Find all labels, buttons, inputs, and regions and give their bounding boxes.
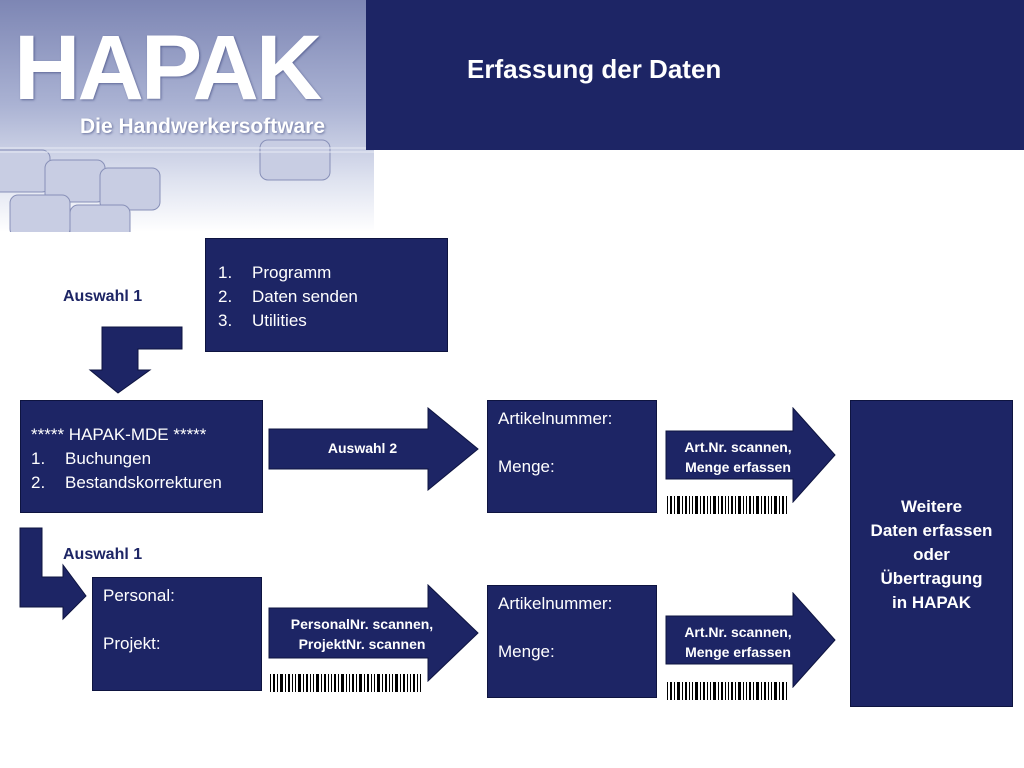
personal-box: Personal: Projekt: (92, 577, 262, 691)
main-menu-box (205, 238, 448, 352)
scan-article-label-bottom: Art.Nr. scannen, Menge erfassen (684, 624, 792, 660)
header-bar (366, 0, 1024, 150)
article-box-top: Artikelnummer: Menge: (487, 400, 657, 513)
auswahl1-label-top: Auswahl 1 (63, 288, 143, 305)
scan-article-label-top: Art.Nr. scannen, Menge erfassen (684, 439, 792, 475)
page-title: Erfassung der Daten (467, 54, 722, 84)
mde-menu-box (20, 400, 263, 513)
auswahl2-label: Auswahl 2 (327, 440, 398, 456)
bent-right-arrow (18, 527, 88, 621)
barcode-icon (270, 674, 422, 692)
main-menu-item: 3. Utilities (218, 311, 307, 330)
barcode-icon (667, 496, 789, 514)
scan-personal-label: PersonalNr. scannen, ProjektNr. scannen (290, 616, 434, 652)
main-menu-item: 1. Programm (218, 263, 332, 282)
mde-menu-item: 2. Bestandskorrekturen (31, 473, 222, 492)
mde-menu-item: 1. Buchungen (31, 449, 152, 468)
bent-down-arrow (88, 325, 184, 395)
logo-tagline: Die Handwerkersoftware (80, 115, 326, 138)
hapak-logo (0, 0, 374, 232)
main-menu-item: 2. Daten senden (218, 287, 358, 306)
auswahl1-label-bottom: Auswahl 1 (63, 546, 143, 563)
logo-brand-text: HAPAK (14, 17, 320, 119)
mde-menu-title: ***** HAPAK-MDE ***** (31, 425, 207, 444)
article-box-bottom: Artikelnummer: Menge: (487, 585, 657, 698)
final-box (850, 400, 1013, 707)
barcode-icon (667, 682, 789, 700)
final-box-text: Weitere Daten erfassen oder Übertragung in HAPAK (870, 497, 993, 612)
